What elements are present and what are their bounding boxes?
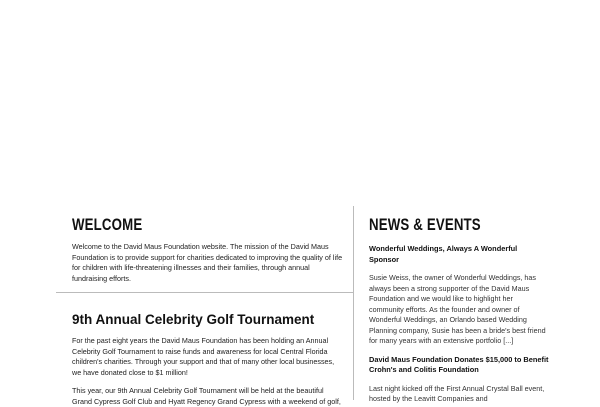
golf-paragraph-2: This year, our 9th Annual Celebrity Golf Tournament will be held at the beautiful Grand Cypress Golf Club and Hyatt Regency Grand Cypress with a weekend of golf, <box>72 386 341 406</box>
news-item-title[interactable]: David Maus Foundation Donates $15,000 to Benefit Crohn's and Colitis Foundation <box>369 354 549 374</box>
golf-article-title[interactable]: 9th Annual Celebrity Golf Tournament <box>72 312 315 327</box>
column-divider <box>353 206 354 400</box>
welcome-heading: WELCOME <box>72 215 143 234</box>
news-events-heading: NEWS & EVENTS <box>369 215 481 234</box>
section-divider <box>56 292 353 293</box>
welcome-text: Welcome to the David Maus Foundation website. The mission of the David Maus Foundation is to provide support for charities dedicated to improving the quality of life for children with life-threatening illnesses and their families, through annual fundraising efforts. <box>72 242 343 283</box>
golf-paragraph-1: For the past eight years the David Maus Foundation has been holding an Annual Celebrity Golf Tournament to raise funds and awareness for local Central Florida children's charities. Through your support and that of many other local businesses, we have donated close to $1 million! <box>72 336 335 377</box>
welcome-section <box>72 214 344 284</box>
news-events-sidebar <box>369 214 549 405</box>
news-item-excerpt: Susie Weiss, the owner of Wonderful Weddings, has always been a strong supporter of the David Maus Foundation and we would like to highlight her community efforts. As the founder and owner of Wonderful Weddings, an Orlando based Wedding Planning company, Susie has been a bride's best friend for many years with an extensive portfolio [...] <box>369 273 546 345</box>
news-item-title[interactable]: Wonderful Weddings, Always A Wonderful Sponsor <box>369 244 518 264</box>
news-item-excerpt: Last night kicked off the First Annual Crystal Ball event, hosted by the Leavitt Companies and <box>369 383 545 403</box>
golf-article <box>72 312 344 407</box>
